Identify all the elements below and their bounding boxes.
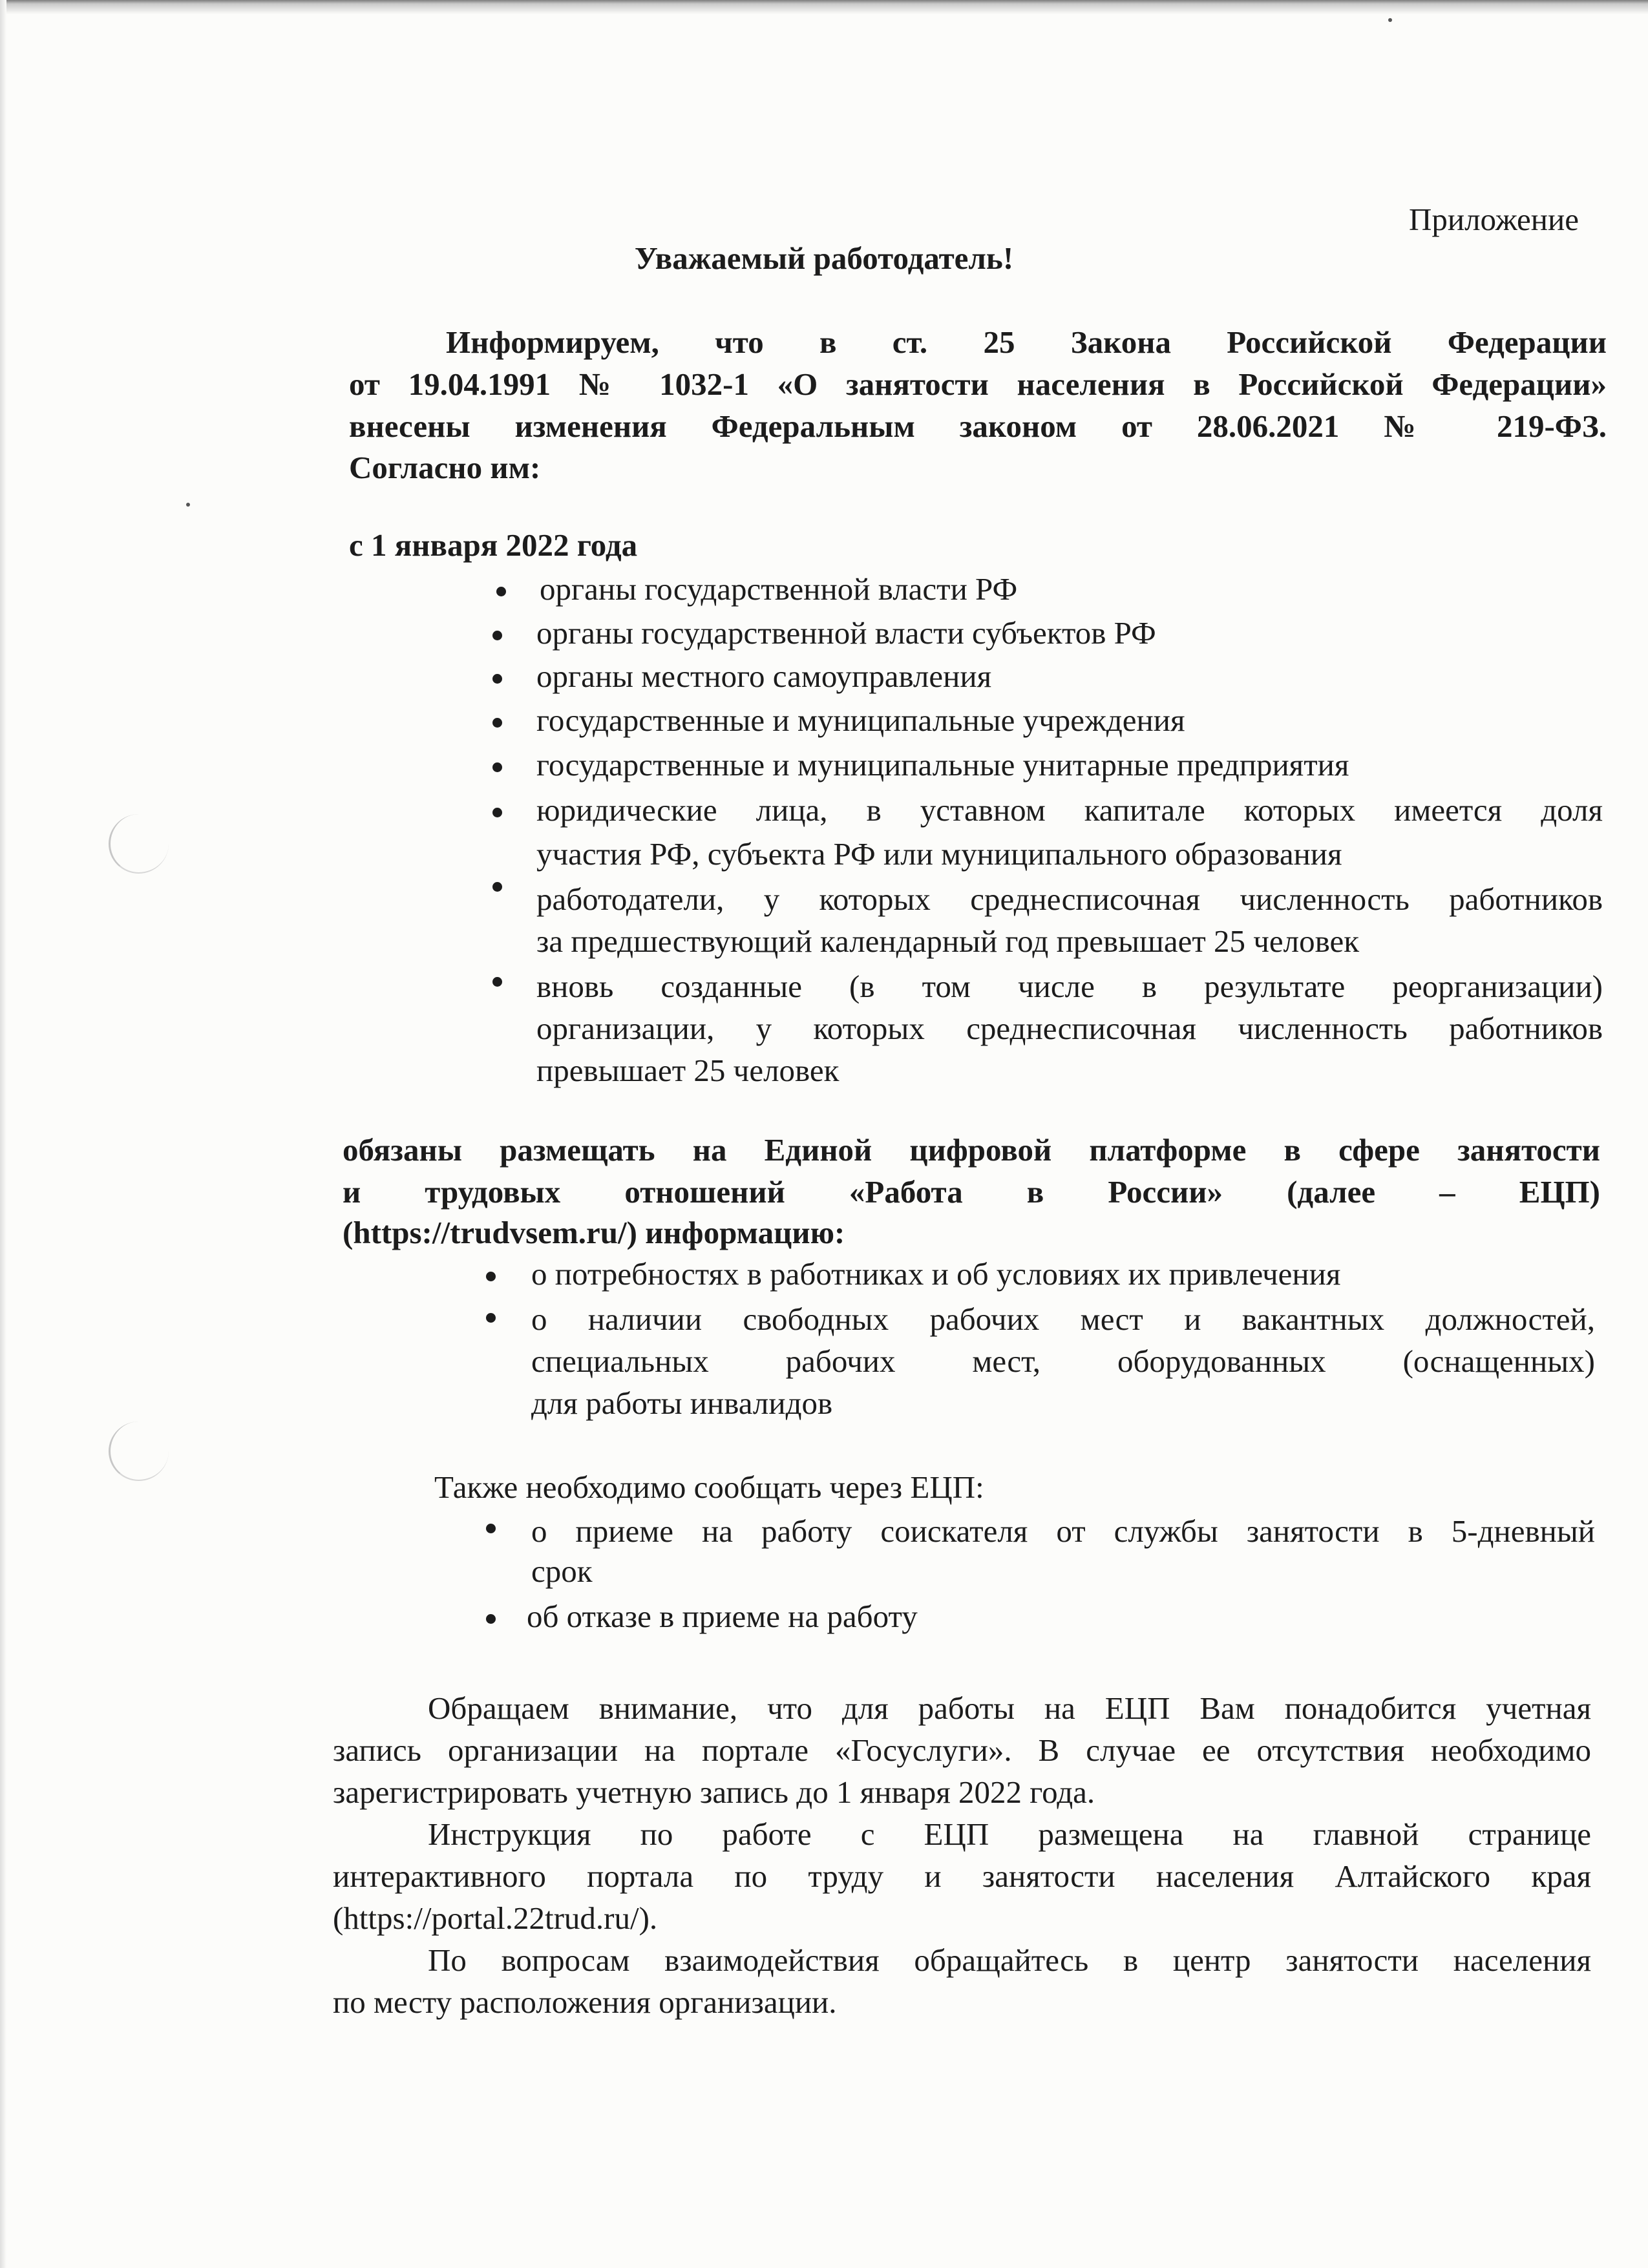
list-item-text: органы государственной власти субъектов РФ [536, 615, 1156, 651]
list-item-text: о приеме на работу соискателя от службы занятости в 5-дневный [531, 1513, 1595, 1549]
paragraph-line: (https://portal.22trud.ru/). [333, 1900, 658, 1936]
list-item-text: об отказе в приеме на работу [527, 1599, 918, 1634]
list-item-text: вновь созданные (в том числе в результате реорганизации) [536, 969, 1603, 1004]
list-item-text: органы государственной власти РФ [540, 571, 1018, 607]
obligation-line: и трудовых отношений «Работа в России» (далее – ЕЦП) [343, 1174, 1600, 1210]
bullet-icon [492, 674, 502, 684]
list-item-text: для работы инвалидов [531, 1385, 833, 1421]
list-item-text: срок [531, 1553, 593, 1589]
list-item-text: специальных рабочих мест, оборудованных (оснащенных) [531, 1343, 1595, 1379]
bullet-icon [492, 631, 502, 640]
punch-hole-mark [109, 1422, 169, 1481]
list-item-text: юридические лица, в уставном капитале которых имеется доля [536, 792, 1603, 828]
paragraph-line: Обращаем внимание, что для работы на ЕЦП Вам понадобится учетная [428, 1690, 1591, 1726]
bullet-icon [492, 718, 502, 728]
intro-line: Информируем, что в ст. 25 Закона Российской Федерации [446, 324, 1607, 360]
bullet-icon [486, 1614, 496, 1624]
list-item-text: работодатели, у которых среднесписочная численность работников [536, 881, 1603, 917]
bullet-icon [496, 587, 506, 596]
paragraph-line: Инструкция по работе с ЕЦП размещена на главной странице [428, 1816, 1591, 1852]
paragraph-line: интерактивного портала по труду и занятости населения Алтайского края [333, 1858, 1591, 1894]
list-item-text: участия РФ, субъекта РФ или муниципального образования [536, 836, 1342, 872]
greeting-heading: Уважаемый работодатель! [634, 240, 1014, 276]
list-item-text: превышает 25 человек [536, 1053, 840, 1088]
list-item-text: за предшествующий календарный год превышает 25 человек [536, 923, 1359, 959]
appendix-label: Приложение [1409, 202, 1579, 237]
intro-line: внесены изменения Федеральным законом от 28.06.2021 № 219-ФЗ. [349, 408, 1607, 444]
scan-top-edge [0, 0, 1648, 14]
paragraph-line: По вопросам взаимодействия обращайтесь в центр занятости населения [428, 1942, 1591, 1978]
also-heading: Также необходимо сообщать через ЕЦП: [434, 1469, 984, 1505]
scan-left-edge [0, 0, 6, 2268]
scan-speck [1388, 18, 1392, 22]
obligation-line: (https://trudvsem.ru/) информацию: [343, 1215, 845, 1250]
obligation-line: обязаны размещать на Единой цифровой платформе в сфере занятости [343, 1132, 1600, 1168]
intro-line: от 19.04.1991 № 1032-1 «О занятости населения в Российской Федерации» [349, 366, 1607, 402]
punch-hole-mark [109, 814, 169, 874]
date-heading: с 1 января 2022 года [349, 527, 638, 563]
intro-line: Согласно им: [349, 450, 541, 485]
paragraph-line: запись организации на портале «Госуслуги». В случае ее отсутствия необходимо [333, 1732, 1591, 1768]
list-item-text: органы местного самоуправления [536, 658, 992, 694]
list-item-text: о наличии свободных рабочих мест и вакантных должностей, [531, 1301, 1595, 1337]
bullet-icon [486, 1313, 496, 1323]
list-item-text: государственные и муниципальные унитарные предприятия [536, 747, 1349, 782]
list-item-text: организации, у которых среднесписочная численность работников [536, 1011, 1603, 1046]
list-item-text: государственные и муниципальные учреждения [536, 702, 1185, 738]
paragraph-line: по месту расположения организации. [333, 1984, 837, 2020]
bullet-icon [492, 808, 502, 817]
bullet-icon [492, 882, 502, 892]
bullet-icon [486, 1524, 496, 1533]
scan-speck [186, 503, 190, 507]
bullet-icon [486, 1272, 496, 1281]
bullet-icon [492, 977, 502, 987]
list-item-text: о потребностях в работниках и об условиях их привлечения [531, 1256, 1341, 1292]
paragraph-line: зарегистрировать учетную запись до 1 января 2022 года. [333, 1774, 1095, 1810]
bullet-icon [492, 762, 502, 772]
